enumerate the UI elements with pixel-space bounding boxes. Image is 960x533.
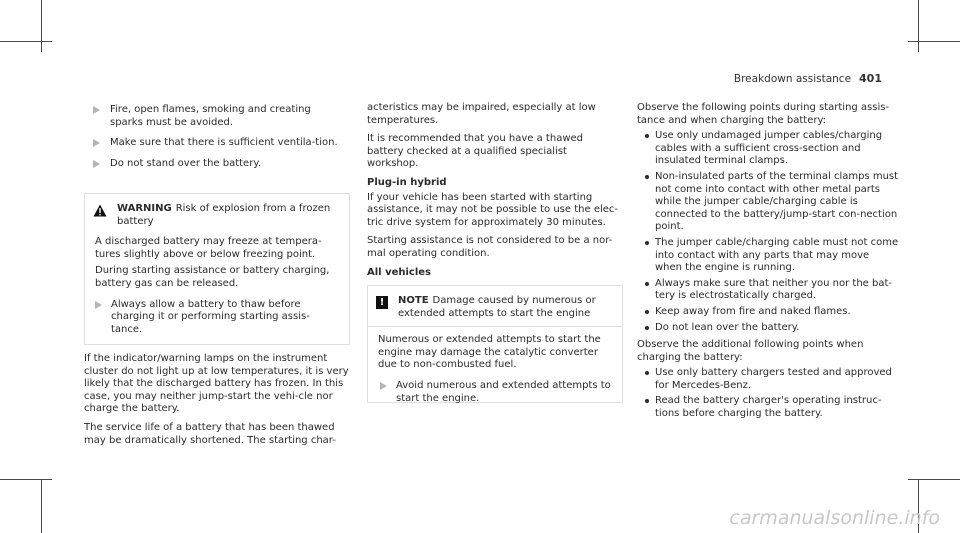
- arrow-icon: [380, 382, 387, 390]
- column-1-continued: [84, 353, 350, 453]
- column-2: [367, 102, 621, 285]
- watermark-logo: carmanualsonline.info: [729, 507, 940, 529]
- bullet-icon: [645, 282, 649, 286]
- warning-triangle-icon: [93, 204, 107, 217]
- list-item: Always allow a battery to thaw before charging it or performing starting assis-tance.: [95, 299, 339, 337]
- bullet-icon: [645, 326, 649, 330]
- note-text: Numerous or extended attempts to start the engine may damage the catalytic converter due to non-combusted fuel.: [378, 334, 601, 371]
- bullet-icon: [645, 241, 649, 245]
- paragraph: Observe the additional following points when charging the battery:: [637, 339, 864, 363]
- crop-mark: [908, 479, 960, 480]
- arrow-icon: [95, 301, 102, 309]
- note-keyword: NOTE: [398, 295, 429, 306]
- page-header: [734, 72, 882, 85]
- list-item: Read the battery charger's operating instruc-tions before charging the battery.: [637, 395, 899, 420]
- paragraph: acteristics may be impaired, especially at low temperatures.: [367, 102, 596, 126]
- bullet-icon: [645, 310, 649, 314]
- arrow-icon: [93, 106, 100, 114]
- page-number: 401: [859, 72, 882, 85]
- crop-mark: [908, 41, 960, 42]
- list-item: Make sure that there is sufficient ventila-tion.: [84, 137, 346, 150]
- warning-text: A discharged battery may freeze at tempera-tures slightly above or below freezing point.: [95, 236, 322, 260]
- paragraph: If your vehicle has been started with starting assistance, it may not be possible to use the elec-tric drive system for approximately 30 minutes.: [367, 191, 619, 228]
- section-heading: All vehicles: [367, 266, 432, 278]
- paragraph: Starting assistance is not considered to be a nor-mal operating condition.: [367, 235, 613, 259]
- list-item: Avoid numerous and extended attempts to start the engine.: [378, 380, 612, 405]
- crop-mark: [0, 479, 52, 480]
- arrow-icon: [93, 160, 100, 168]
- list-item: Use only battery chargers tested and approved for Mercedes-Benz.: [637, 367, 899, 392]
- crop-mark: [41, 0, 42, 52]
- list-item: Do not stand over the battery.: [84, 158, 346, 171]
- list-item: The jumper cable/charging cable must not come into contact with any parts that may move when the engine is running.: [637, 237, 899, 275]
- warning-box: [84, 193, 350, 345]
- column-3: [637, 102, 899, 424]
- note-title: Damage caused by numerous or extended attempts to start the engine: [398, 295, 596, 319]
- list-item: Non-insulated parts of the terminal clamps must not come into contact with other metal parts while the jumper cable/charging cable is connected to the battery/jump-start con-nection point.: [637, 171, 899, 234]
- paragraph: It is recommended that you have a thawed battery checked at a qualified specialist workshop.: [367, 133, 584, 170]
- bullet-icon: [645, 175, 649, 179]
- list-item: Always make sure that neither you nor the bat-tery is electrostatically charged.: [637, 278, 899, 303]
- warning-title: Risk of explosion from a frozen battery: [117, 203, 331, 227]
- list-item: Keep away from fire and naked flames.: [637, 306, 899, 319]
- crop-mark: [918, 0, 919, 52]
- bullet-icon: [645, 371, 649, 375]
- paragraph: If the indicator/warning lamps on the instrument cluster do not light up at low temperatures, it is very likely that the discharged battery has frozen. In this case, you may neither jump-start the vehi-cle nor charge the battery.: [84, 353, 349, 415]
- crop-mark: [41, 479, 42, 533]
- paragraph: The service life of a battery that has been thawed may be dramatically shortened. The starting char-: [84, 421, 336, 446]
- section-heading: Plug-in hybrid: [367, 176, 447, 188]
- warning-keyword: WARNING: [117, 203, 172, 214]
- list-item: Do not lean over the battery.: [637, 322, 899, 335]
- warning-header: [85, 194, 349, 234]
- note-header: [368, 286, 622, 326]
- arrow-icon: [93, 139, 100, 147]
- exclamation-icon: !: [376, 296, 388, 309]
- warning-text: During starting assistance or battery charging, battery gas can be released.: [95, 265, 330, 289]
- list-item: Fire, open flames, smoking and creating sparks must be avoided.: [84, 104, 346, 129]
- section-title: Breakdown assistance: [733, 73, 852, 85]
- bullet-icon: [645, 134, 649, 138]
- bullet-icon: [645, 399, 649, 403]
- note-box: [367, 285, 623, 403]
- paragraph: Observe the following points during starting assis-tance and when charging the battery:: [637, 102, 890, 126]
- note-body: [368, 326, 622, 417]
- warning-body: [85, 234, 349, 348]
- crop-mark: [0, 41, 52, 42]
- list-item: Use only undamaged jumper cables/charging cables with a sufficient cross-section and insulated terminal clamps.: [637, 130, 899, 168]
- column-1: [84, 104, 346, 178]
